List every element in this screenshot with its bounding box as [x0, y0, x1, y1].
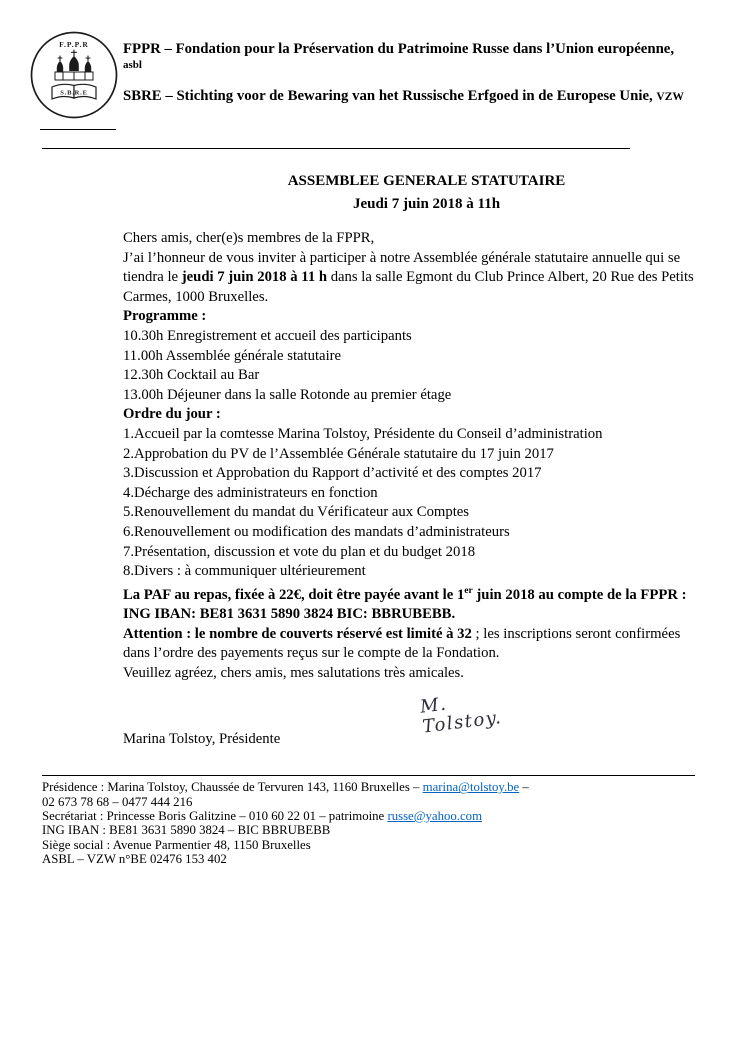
payment-text-post: juin 2018 au compte de la FPPR : ING IBAN: BE81 3631 5890 3824 BIC: BBRUBEBB.	[123, 586, 687, 623]
footer-presidence-dash: –	[519, 780, 529, 795]
attention-rest-text: ; les inscriptions seront confirmées dans l’ordre des payements reçus sur le compte de la Fondation.	[123, 625, 681, 662]
agenda-item: 7.Présentation, discussion et vote du plan et du budget 2018	[123, 543, 476, 560]
agenda-item: 3.Discussion et Approbation du Rapport d’activité et des comptes 2017	[123, 465, 542, 482]
document-title	[123, 171, 730, 214]
org-name-nl-text: SBRE – Stichting voor de Bewaring van het Russische Erfgoed in de Europese Unie,	[123, 88, 657, 104]
signature-image: M. Tolstoy.	[418, 693, 504, 737]
closing-line: Veuillez agréez, chers amis, mes salutations très amicales.	[123, 664, 464, 681]
invitation-text-pre: J’ai l’honneur de vous inviter à participer à notre Assemblée générale statutaire annuelle qui se tiendra le	[123, 249, 681, 286]
footer-divider	[42, 775, 695, 776]
logo-top-text: F.P.P.R	[59, 40, 89, 49]
logo-bottom-text: S.B.R.E	[60, 89, 88, 97]
agenda-item: 4.Décharge des administrateurs en fonction	[123, 484, 378, 501]
org-name-nl	[123, 88, 712, 105]
title-line-1: ASSEMBLEE GENERALE STATUTAIRE	[287, 173, 566, 189]
footer-line-address: Siège social : Avenue Parmentier 48, 1150 Bruxelles	[42, 837, 311, 852]
invitation-text-post: dans la salle Egmont du Club Prince Albert, 20 Rue des Petits Carmes, 1000 Bruxelles.	[123, 269, 694, 305]
agenda-item: 2.Approbation du PV de l’Assemblée Générale statutaire du 17 juin 2017	[123, 445, 554, 462]
invitation-paragraph	[123, 249, 694, 308]
payment-superscript: er	[464, 585, 473, 596]
org-suffix-vzw: VZW	[656, 91, 684, 103]
short-divider	[40, 129, 116, 130]
footer-presidence-text: Présidence : Marina Tolstoy, Chaussée de Tervuren 143, 1160 Bruxelles –	[42, 780, 423, 795]
signature-name: Marina Tolstoy, Présidente	[123, 730, 281, 747]
programme-list	[123, 327, 694, 405]
footer-line-presidence	[42, 780, 712, 794]
fppr-sbre-logo	[29, 30, 119, 120]
footer-secretariat-text: Secrétariat : Princesse Boris Galitzine – 010 60 22 01 – patrimoine	[42, 808, 388, 823]
church-facade-icon	[55, 72, 93, 80]
org-suffix-asbl: asbl	[123, 59, 142, 71]
header-divider	[42, 148, 630, 149]
agenda-item: 6.Renouvellement ou modification des mandats d’administrateurs	[123, 523, 510, 540]
agenda-item: 5.Renouvellement du mandat du Vérificateur aux Comptes	[123, 504, 470, 521]
invitation-date-bold: jeudi 7 juin 2018 à 11 h	[181, 269, 331, 286]
letter-body	[123, 229, 694, 749]
agenda-label: Ordre du jour :	[123, 406, 221, 423]
payment-text-pre: La PAF au repas, fixée à 22€, doit être payée avant le 1	[123, 586, 465, 603]
email-link-secretariat[interactable]: russe@yahoo.com	[387, 808, 483, 823]
salutation: Chers amis, cher(e)s membres de la FPPR,	[123, 230, 375, 246]
footer-line-phones: 02 673 78 68 – 0477 444 216	[42, 794, 193, 809]
divers-item: 8.Divers : à communiquer ultérieurement	[123, 563, 366, 580]
payment-paragraph	[123, 582, 694, 625]
email-link-presidence[interactable]: marina@tolstoy.be	[422, 780, 520, 795]
org-name-fr: FPPR – Fondation pour la Préservation du Patrimoine Russe dans l’Union européenne,	[123, 41, 675, 57]
programme-item: 10.30h Enregistrement et accueil des participants	[123, 327, 412, 344]
footer-line-iban: ING IBAN : BE81 3631 5890 3824 – BIC BBRUBEBB	[42, 823, 331, 838]
footer	[42, 775, 712, 866]
attention-bold-text: Attention : le nombre de couverts réservé est limité à 32	[123, 625, 472, 642]
programme-label: Programme :	[123, 308, 207, 325]
attention-paragraph	[123, 625, 694, 664]
footer-line-secretariat	[42, 809, 712, 823]
logo-graphic	[29, 30, 119, 120]
programme-item: 11.00h Assemblée générale statutaire	[123, 347, 342, 364]
title-line-2: Jeudi 7 juin 2018 à 11h	[352, 196, 501, 212]
agenda-item: 1.Accueil par la comtesse Marina Tolstoy, Présidente du Conseil d’administration	[123, 425, 603, 442]
programme-item: 13.00h Déjeuner dans la salle Rotonde au premier étage	[123, 386, 452, 403]
programme-item: 12.30h Cocktail au Bar	[123, 367, 260, 384]
agenda-list	[123, 425, 694, 562]
footer-line-registration: ASBL – VZW n°BE 02476 153 402	[42, 851, 227, 866]
